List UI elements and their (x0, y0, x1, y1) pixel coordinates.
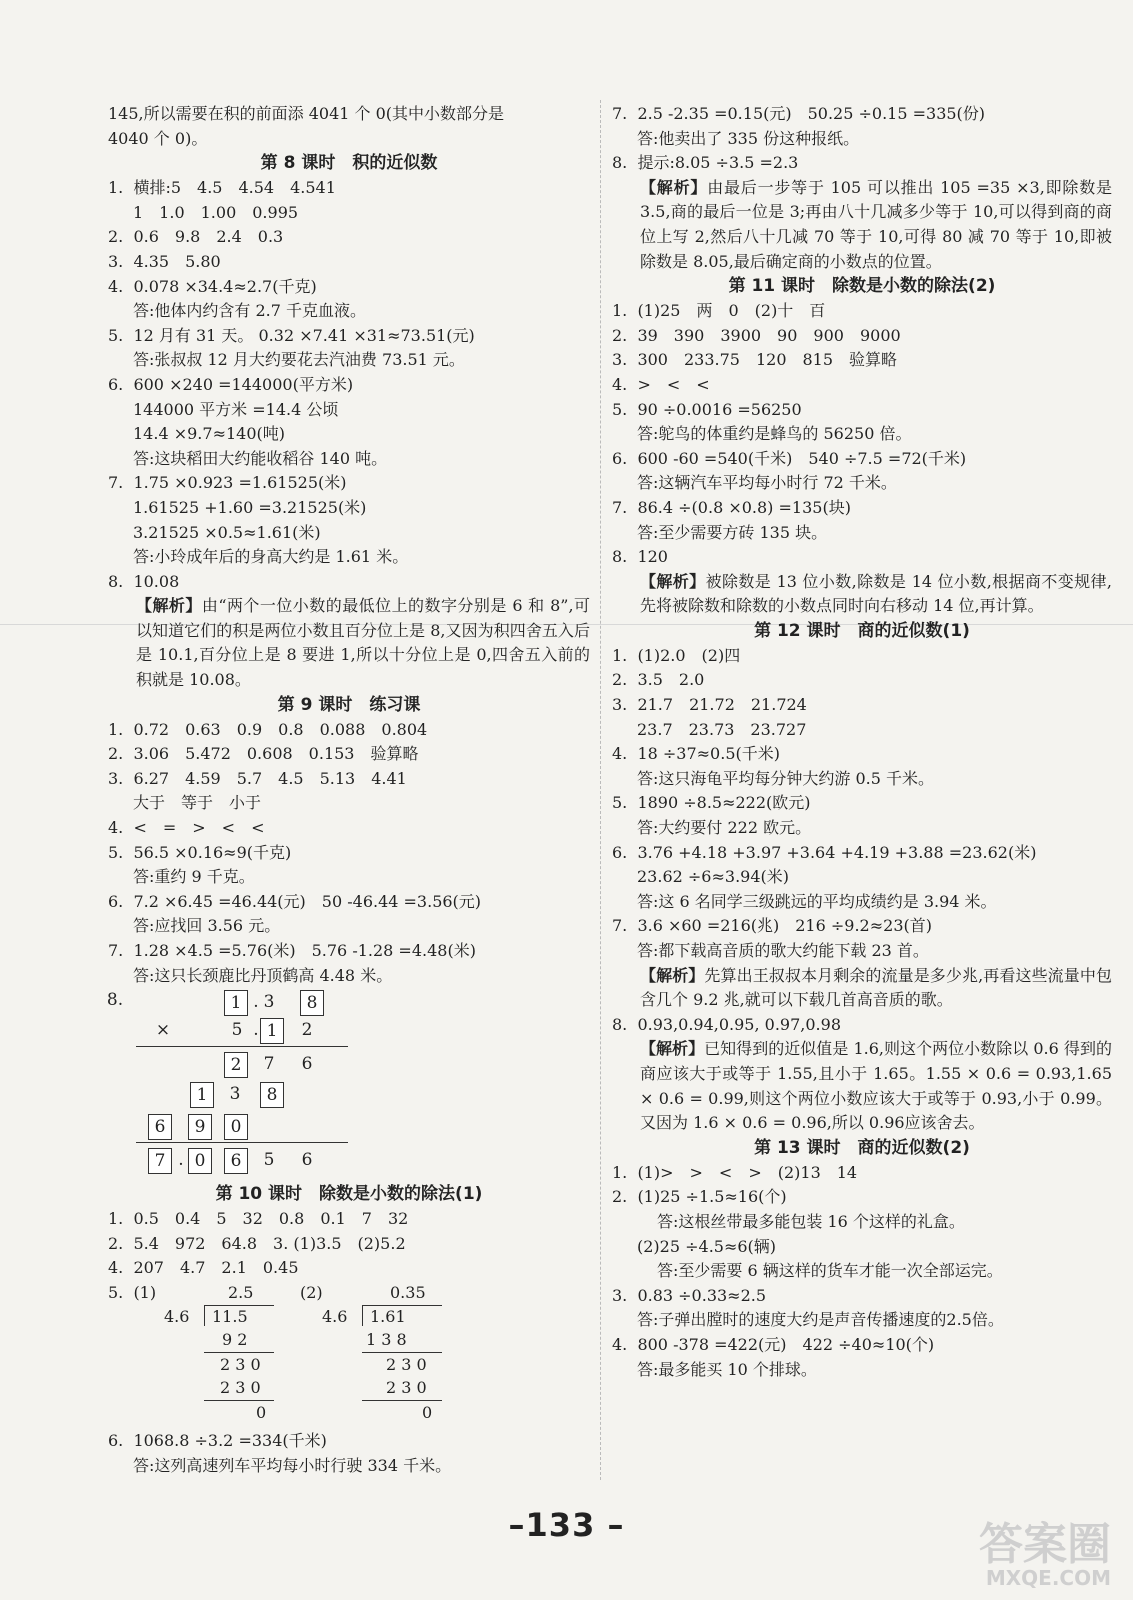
subtract-step: 2 3 0 (220, 1377, 261, 1397)
subtract-step: 1 3 8 (366, 1329, 407, 1349)
analysis-paragraph (640, 964, 1112, 1013)
answer-line: 1. 0.72 0.63 0.9 0.8 0.088 0.804 (108, 719, 428, 739)
answer-line: 答:都下载高音质的歌大约能下载 23 首。 (637, 941, 929, 960)
answer-line: 答:应找回 3.56 元。 (133, 916, 281, 936)
answer-line: 1. (1)25 两 0 (2)十 百 (612, 301, 826, 321)
right-column (612, 102, 1112, 1382)
text-line: 145,所以需要在积的前面添 4041 个 0(其中小数部分是 (108, 104, 505, 123)
dividend: 11.5 (212, 1306, 248, 1326)
digit: 3 (263, 992, 275, 1013)
answer-line: 1. 横排:5 4.5 4.54 4.541 (108, 178, 336, 198)
watermark-logo (979, 1508, 1111, 1590)
division-bracket (362, 1306, 363, 1326)
answer-line: 答:这 6 名同学三级跳远的平均成绩约是 3.94 米。 (637, 891, 997, 911)
answer-line: 答:至少需要方砖 135 块。 (637, 522, 828, 542)
digit: 3 (229, 1084, 241, 1105)
answer-line: 7. 3.6 ×60 =216(兆) 216 ÷9.2≈23(首) (612, 916, 932, 936)
question-label: 8. (106, 990, 124, 1011)
analysis-paragraph (640, 176, 1112, 274)
division-bracket (204, 1306, 205, 1326)
answer-line: 答:子弹出膛时的速度大约是声音传播速度的2.5倍。 (637, 1310, 1004, 1330)
digit: 7 (263, 1054, 275, 1075)
long-division-work (108, 1281, 590, 1429)
answer-line: 1.61525 +1.60 =3.21525(米) (133, 497, 367, 517)
digit-box: 9 (188, 1114, 212, 1140)
answer-line: 大于 等于 小于 (133, 793, 262, 813)
section-heading-11: 第 11 课时 除数是小数的除法(2) (728, 276, 996, 297)
analysis-text: 先算出王叔叔本月剩余的流量是多少兆,再看这些流量中包含几个 9.2 兆,就可以下载几首高音质的歌。 (640, 965, 1112, 1010)
answer-line: 7. 86.4 ÷(0.8 ×0.8) =135(块) (612, 497, 851, 517)
remainder-step: 0 (422, 1402, 433, 1422)
digit: . (253, 992, 259, 1013)
analysis-tag: 【解析】 (640, 177, 708, 197)
analysis-paragraph (136, 594, 590, 692)
section-heading-10: 第 10 课时 除数是小数的除法(1) (215, 1184, 483, 1205)
answer-line: 6. 3.76 +4.18 +3.97 +3.64 +4.19 +3.88 =23.62(米) (612, 842, 1037, 862)
left-column (108, 102, 590, 1478)
analysis-tag: 【解析】 (640, 965, 705, 985)
answer-line: 23.62 ÷6≈3.94(米) (637, 867, 789, 887)
digit-box: 6 (148, 1114, 172, 1140)
column-divider (600, 100, 601, 1480)
digit-box: 8 (300, 990, 324, 1016)
digit: 2 (301, 1020, 313, 1041)
answer-line: 4. 207 4.7 2.1 0.45 (108, 1258, 299, 1278)
answer-line: 7. 1.75 ×0.923 =1.61525(米) (108, 473, 347, 493)
subtract-step: 2 3 0 (386, 1377, 427, 1397)
digit-box: 0 (188, 1148, 212, 1174)
digit: 6 (301, 1054, 313, 1075)
remainder-step: 2 3 0 (386, 1354, 427, 1374)
answer-line: 5. 56.5 ×0.16≈9(千克) (108, 842, 292, 862)
dividend: 1.61 (370, 1306, 406, 1326)
digit: 5 (263, 1150, 275, 1171)
answer-line: 6. 600 ×240 =144000(平方米) (108, 374, 354, 394)
analysis-tag: 【解析】 (640, 571, 706, 591)
answer-line: 8. 提示:8.05 ÷3.5 =2.3 (612, 153, 799, 173)
quotient: 2.5 (228, 1282, 254, 1302)
analysis-text: 由“两个一位小数的最低位上的数字分别是 6 和 8”,可以知道它们的积是两位小数且百分位上是 8,又因为积四舍五入后是 10.1,百分位上是 8 要进 1,所以十分位上是 0,四舍五入前的积就是 10.08。 (136, 596, 590, 690)
answer-line: 1 1.0 1.00 0.995 (133, 202, 299, 222)
digit: 6 (301, 1150, 313, 1171)
answer-line: 14.4 ×9.7≈140(吨) (133, 424, 285, 444)
answer-line: 3. 0.83 ÷0.33≈2.5 (612, 1285, 767, 1305)
answer-line: 3. 4.35 5.80 (108, 251, 221, 271)
analysis-tag: 【解析】 (640, 1039, 705, 1059)
watermark-site: MXQE.COM (985, 1566, 1111, 1590)
digit: . (178, 1150, 184, 1171)
answer-line: 3. 6.27 4.59 5.7 4.5 5.13 4.41 (108, 768, 407, 788)
multiplication-puzzle (108, 988, 590, 1206)
section-heading-13: 第 13 课时 商的近似数(2) (754, 1137, 970, 1158)
answer-line: 6. 7.2 ×6.45 =46.44(元) 50 -46.44 =3.56(元) (108, 891, 482, 911)
analysis-paragraph (640, 570, 1112, 619)
analysis-text: 已知得到的近似值是 1.6,则这个两位小数除以 0.6 得到的商应该大于或等于 1.55,且小于 1.65。1.55 × 0.6 = 0.93,1.65 × 0.6 = 0.99,则这个两位小数应该大于或等于 0.93,小于 0.99。又因为 1.6 × 0.6 = 0.96,所以 0.96应该舍去。 (640, 1039, 1112, 1133)
answer-line: 答:大约要付 222 欧元。 (637, 818, 812, 838)
answer-line: 答:重约 9 千克。 (133, 867, 255, 887)
answer-line: 5. 90 ÷0.0016 =56250 (612, 399, 802, 419)
answer-line: 答:这列高速列车平均每小时行驶 334 千米。 (133, 1455, 452, 1475)
answer-line: 2. 0.6 9.8 2.4 0.3 (108, 227, 284, 247)
answer-line: 8. 10.08 (108, 571, 180, 591)
digit-box: 0 (224, 1114, 248, 1140)
times-sign: × (155, 1020, 171, 1041)
answer-line: 2. 3.5 2.0 (612, 670, 705, 690)
answer-line: 答:这辆汽车平均每小时行 72 千米。 (637, 473, 897, 493)
answer-line: 23.7 23.73 23.727 (637, 719, 807, 739)
answer-line: 答:他卖出了 335 份这种报纸。 (637, 128, 860, 148)
section-heading-9: 第 9 课时 练习课 (277, 694, 421, 715)
answer-line: 5. 1890 ÷8.5≈222(欧元) (612, 793, 811, 813)
answer-line: 答:最多能买 10 个排球。 (637, 1359, 817, 1379)
answer-line: 2. 39 390 3900 90 900 9000 (612, 325, 901, 345)
question-label: 5. (1) (108, 1282, 157, 1302)
answer-line: (2)25 ÷4.5≈6(辆) (637, 1236, 777, 1256)
page-number: –133 – (508, 1506, 625, 1544)
answer-line: 答:这块稻田大约能收稻谷 140 吨。 (133, 448, 388, 468)
answer-line: 答:张叔叔 12 月大约要花去汽油费 73.51 元。 (133, 350, 465, 370)
answer-line: 4. < = > < < (108, 818, 265, 838)
digit-box: 7 (148, 1148, 172, 1174)
answer-line: 2. (1)25 ÷1.5≈16(个) (612, 1187, 787, 1207)
rule (136, 1046, 348, 1047)
section-heading-12: 第 12 课时 商的近似数(1) (754, 620, 970, 641)
digit: . (253, 1020, 259, 1041)
answer-line: 3. 300 233.75 120 815 验算略 (612, 350, 898, 370)
answer-line: 5. 12 月有 31 天。 0.32 ×7.41 ×31≈73.51(元) (108, 325, 475, 345)
section-heading-8: 第 8 课时 积的近似数 (260, 153, 438, 174)
watermark-text: 答案圈 (979, 1519, 1111, 1570)
answer-line: 2. 5.4 972 64.8 3. (1)3.5 (2)5.2 (108, 1233, 406, 1253)
answer-line: 3. 21.7 21.72 21.724 (612, 695, 807, 715)
analysis-text: 由最后一步等于 105 可以推出 105 =35 ×3,即除数是 3.5,商的最后一位是 3;再由八十几减多少等于 10,可以得到商的商位上写 2,然后八十几减 70 等于 10,可得 80 减 70 等于 10,即被除数是 8.05,最后确定商的小数点的位置。 (640, 177, 1112, 271)
answer-line: 4. 18 ÷37≈0.5(千米) (612, 744, 780, 764)
rule (136, 1142, 348, 1143)
answer-line: 1. 0.5 0.4 5 32 0.8 0.1 7 32 (108, 1209, 409, 1229)
digit-box: 2 (224, 1052, 248, 1078)
answer-line: 答:至少需要 6 辆这样的货车才能一次全部运完。 (657, 1261, 1003, 1281)
answer-line: 7. 2.5 -2.35 =0.15(元) 50.25 ÷0.15 =335(份) (612, 104, 986, 123)
answer-line: 4. 800 -378 =422(元) 422 ÷40≈10(个) (612, 1334, 935, 1354)
answer-line: 答:这根丝带最多能包装 16 个这样的礼盒。 (657, 1211, 965, 1231)
analysis-paragraph (640, 1037, 1112, 1135)
digit-box: 1 (224, 990, 248, 1016)
answer-line: 6. 600 -60 =540(千米) 540 ÷7.5 =72(千米) (612, 448, 967, 468)
answer-line: 1. (1)> > < > (2)13 14 (612, 1162, 858, 1182)
digit: 5 (231, 1020, 243, 1041)
digit-box: 8 (260, 1082, 284, 1108)
answer-line: 1. (1)2.0 (2)四 (612, 645, 741, 665)
analysis-text: 被除数是 13 位小数,除数是 14 位小数,根据商不变规律,先将被除数和除数的小数点同时向右移动 14 位,再计算。 (640, 571, 1112, 616)
answer-line: 4. 0.078 ×34.4≈2.7(千克) (108, 276, 317, 296)
digit-box: 1 (260, 1018, 284, 1044)
answer-line: 答:鸵鸟的体重约是蜂鸟的 56250 倍。 (637, 424, 912, 444)
answer-line: 144000 平方米 =14.4 公顷 (133, 399, 339, 419)
remainder-step: 2 3 0 (220, 1354, 261, 1374)
answer-line: 6. 1068.8 ÷3.2 =334(千米) (108, 1430, 327, 1450)
digit-box: 1 (190, 1082, 214, 1108)
text-line: 4040 个 0)。 (108, 128, 208, 148)
question-label: (2) (300, 1282, 323, 1302)
digit-box: 6 (224, 1148, 248, 1174)
answer-line: 答:这只长颈鹿比丹顶鹤高 4.48 米。 (133, 965, 393, 985)
answer-line: 4. > < < (612, 374, 710, 394)
subtract-step: 9 2 (222, 1329, 248, 1349)
answer-line: 答:小玲成年后的身高大约是 1.61 米。 (133, 547, 409, 567)
answer-line: 答:这只海龟平均每分钟大约游 0.5 千米。 (637, 768, 935, 788)
quotient: 0.35 (390, 1282, 426, 1302)
answer-line: 3.21525 ×0.5≈1.61(米) (133, 522, 321, 542)
answer-line: 2. 3.06 5.472 0.608 0.153 验算略 (108, 744, 419, 764)
answer-line: 7. 1.28 ×4.5 =5.76(米) 5.76 -1.28 =4.48(米) (108, 941, 476, 960)
answer-line: 8. 0.93,0.94,0.95, 0.97,0.98 (612, 1014, 841, 1034)
divisor: 4.6 (322, 1306, 348, 1326)
answer-line: 8. 120 (612, 547, 668, 567)
divisor: 4.6 (164, 1306, 190, 1326)
answer-line: 答:他体内约含有 2.7 千克血液。 (133, 301, 367, 321)
analysis-tag: 【解析】 (136, 596, 202, 616)
remainder-step: 0 (256, 1402, 267, 1422)
